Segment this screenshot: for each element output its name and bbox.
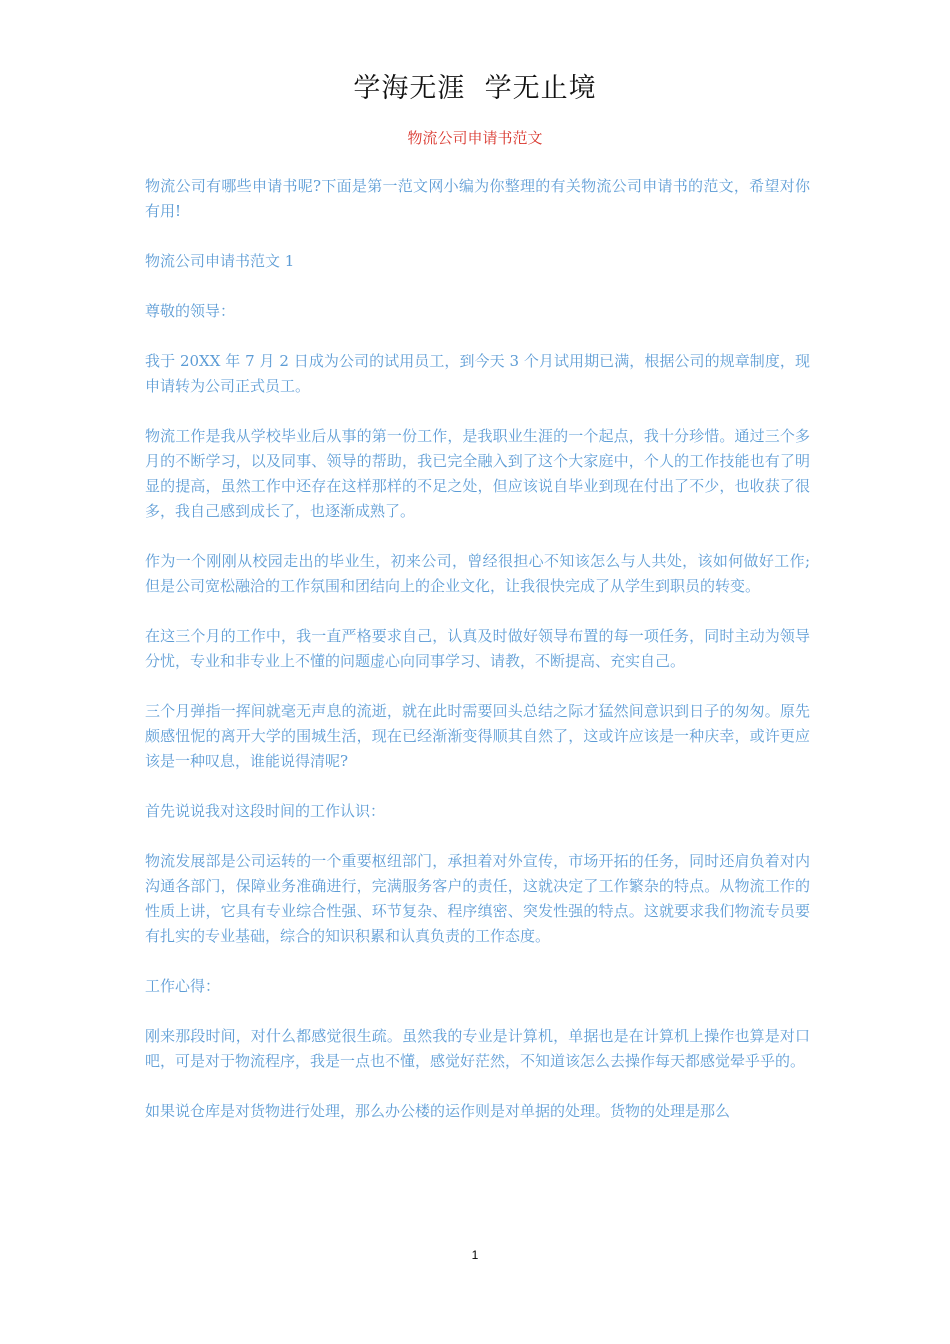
- paragraph: 物流发展部是公司运转的一个重要枢纽部门，承担着对外宣传，市场开拓的任务，同时还肩负着对内沟通各部门，保障业务准确进行，完满服务客户的责任，这就决定了工作繁杂的特点。从物流工作的性质上讲，它具有专业综合性强、环节复杂、程序缜密、突发性强的特点。这就要求我们物流专员要有扎实的专业基础，综合的知识积累和认真负责的工作态度。: [145, 852, 810, 945]
- paragraph: 刚来那段时间，对什么都感觉很生疏。虽然我的专业是计算机，单据也是在计算机上操作也算是对口吧，可是对于物流程序，我是一点也不懂，感觉好茫然，不知道该怎么去操作每天都感觉晕乎乎的。: [145, 1027, 810, 1070]
- paragraph: 三个月弹指一挥间就毫无声息的流逝，就在此时需要回头总结之际才猛然间意识到日子的匆匆。原先颇感忸怩的离开大学的围城生活，现在已经渐渐变得顺其自然了，这或许应该是一种庆幸，或许更应该是一种叹息，谁能说得清呢?: [145, 702, 810, 770]
- paragraph: 在这三个月的工作中，我一直严格要求自己，认真及时做好领导布置的每一项任务，同时主动为领导分忧，专业和非专业上不懂的问题虚心向同事学习、请教，不断提高、充实自己。: [145, 627, 810, 670]
- document-title: 物流公司申请书范文: [407, 129, 543, 147]
- paragraph: 物流工作是我从学校毕业后从事的第一份工作，是我职业生涯的一个起点，我十分珍惜。通过三个多月的不断学习，以及同事、领导的帮助，我已完全融入到了这个大家庭中，个人的工作技能也有了明显的提高，虽然工作中还存在这样那样的不足之处，但应该说自毕业到现在付出了不少，也收获了很多，我自己感到成长了，也逐渐成熟了。: [145, 427, 810, 520]
- section-heading: 物流公司申请书范文 1: [145, 252, 295, 270]
- paragraph: 作为一个刚刚从校园走出的毕业生，初来公司，曾经很担心不知该怎么与人共处，该如何做好工作;但是公司宽松融洽的工作氛围和团结向上的企业文化，让我很快完成了从学生到职员的转变。: [145, 552, 810, 595]
- paragraph-intro: 物流公司有哪些申请书呢?下面是第一范文网小编为你整理的有关物流公司申请书的范文，希望对你有用!: [145, 177, 810, 220]
- page-header-title: 学海无涯 学无止境: [353, 73, 597, 104]
- paragraph: 如果说仓库是对货物进行处理，那么办公楼的运作则是对单据的处理。货物的处理是那么: [145, 1102, 731, 1120]
- page-number: 1: [471, 1248, 479, 1262]
- paragraph: 我于 20XX 年 7 月 2 日成为公司的试用员工，到今天 3 个月试用期已满，根据公司的规章制度，现申请转为公司正式员工。: [145, 352, 810, 395]
- document-body: [145, 174, 810, 1149]
- salutation: 尊敬的领导：: [145, 302, 236, 320]
- paragraph: 工作心得：: [145, 977, 221, 995]
- paragraph: 首先说说我对这段时间的工作认识：: [145, 802, 386, 820]
